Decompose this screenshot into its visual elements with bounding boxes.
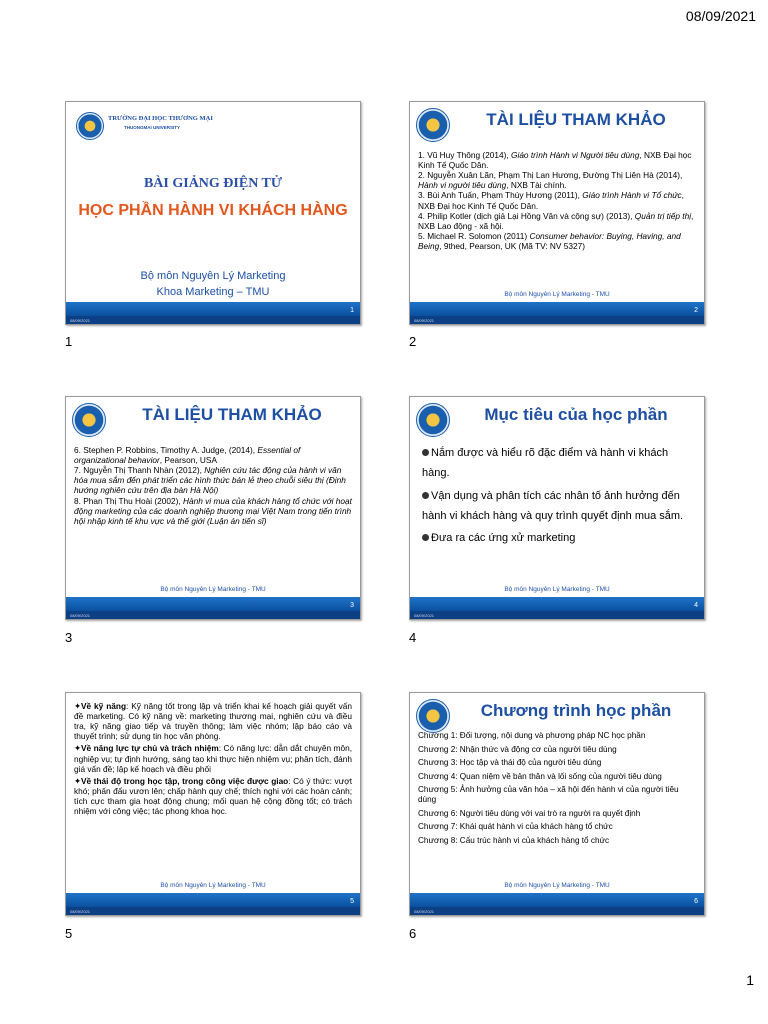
slide-bar xyxy=(410,597,704,611)
reference-item: 2. Nguyễn Xuân Lãn, Phạm Thị Lan Hương, Đường Thị Liên Hà (2014), Hành vi người tiêu dùng, NXB Tài chính. xyxy=(418,170,683,191)
slide-number: 2 xyxy=(694,307,698,314)
bullet-icon xyxy=(422,492,429,499)
slide-title: Chương trình học phần xyxy=(480,701,672,720)
slide-bar-bottom xyxy=(410,316,704,324)
list-item: Chương 2: Nhận thức và động cơ của người tiêu dùng xyxy=(418,744,617,754)
course-title: HỌC PHẦN HÀNH VI KHÁCH HÀNG xyxy=(78,202,348,219)
slide-date: 08/09/2021 xyxy=(70,909,91,914)
slide-title: TÀI LIỆU THAM KHẢO xyxy=(142,405,322,424)
list-item: ✦Về kỹ năng: Kỹ năng tốt trong lập và triển khai kế hoạch giải quyết vấn đề marketing. Có kỹ năng về: marketing thương mại, nghiên cứu và điều tra, kỹ năng giao tiếp và truyền thông; làm việc nhóm; lập báo cáo và thuyết trình; sử dụng tin học văn phòng. xyxy=(74,701,352,742)
lecture-title: BÀI GIẢNG ĐIỆN TỬ xyxy=(143,176,283,191)
reference-item: 4. Philip Kotler (dịch giả Lại Hồng Vân và cộng sự) (2013), Quản trị tiếp thị, NXB Lao động - xã hội. xyxy=(418,210,694,231)
slide-bar xyxy=(410,302,704,316)
slide-footer: Bộ môn Nguyên Lý Marketing - TMU xyxy=(160,882,266,889)
slide-bar xyxy=(66,893,360,907)
list-item: ✦Về năng lực tự chủ và trách nhiệm: Có năng lực: dẫn dắt chuyên môn, nghiệp vụ; tự định hướng, sáng tạo khi thực hiện nhiệm vụ; phân tích, đánh giá vấn đề; lập kế hoạch và điều phối xyxy=(74,743,352,774)
chapter-list xyxy=(418,731,696,849)
slide-bar-bottom xyxy=(410,611,704,619)
reference-item: 8. Phan Thị Thu Hoài (2002), Hành vi mua của khách hàng tổ chức với hoạt động marketing của các doanh nghiệp thương mại Việt Nam trong tiến trình hội nhập kinh tế khu vực và thế giới (Luận án tiến sĩ) xyxy=(74,495,352,526)
slide-6 xyxy=(409,692,705,916)
slide-bar-bottom xyxy=(66,611,360,619)
university-logo xyxy=(416,699,450,733)
slide-number: 1 xyxy=(350,307,354,314)
slide-2 xyxy=(409,101,705,325)
page-number: 1 xyxy=(746,972,754,988)
bullet-icon xyxy=(422,534,429,541)
university-name-en: THUONGMAI UNIVERSITY xyxy=(124,125,181,130)
slide-5 xyxy=(65,692,361,916)
reference-item: 5. Michael R. Solomon (2011) Consumer behavior: Buying, Having, and Being, 9thed, Pearson, UK (Mã TV: NV 5327) xyxy=(418,230,681,251)
list-item: Chương 7: Khái quát hành vi của khách hàng tổ chức xyxy=(418,822,613,831)
department: Bộ môn Nguyên Lý Marketing xyxy=(140,270,286,282)
header-date: 08/09/2021 xyxy=(685,8,756,24)
bullet-icon xyxy=(422,449,429,456)
university-logo xyxy=(416,403,450,437)
slide-label-2: 2 xyxy=(409,334,417,349)
slide-date: 08/09/2021 xyxy=(414,909,435,914)
list-item: Chương 5: Ảnh hưởng của văn hóa – xã hội đến hành vi của người tiêu dùng xyxy=(418,785,679,804)
list-item: Chương 1: Đối tượng, nội dung và phương pháp NC học phần xyxy=(418,731,646,740)
slide-footer: Bộ môn Nguyên Lý Marketing - TMU xyxy=(504,586,610,593)
university-logo xyxy=(72,403,106,437)
slide-number: 6 xyxy=(694,898,698,905)
slide-bar xyxy=(410,893,704,907)
slide-number: 5 xyxy=(350,898,354,905)
faculty: Khoa Marketing – TMU xyxy=(156,286,270,298)
slide-date: 08/09/2021 xyxy=(70,613,91,618)
slide-footer: Bộ môn Nguyên Lý Marketing - TMU xyxy=(160,586,266,593)
list-item: Đưa ra các ứng xử marketing xyxy=(422,528,696,548)
slide-bar xyxy=(66,597,360,611)
slide-title: Mục tiêu của học phần xyxy=(484,405,668,424)
list-item: ✦Về thái độ trong học tập, trong công việc được giao: Có ý thức: vượt khó; phấn đấu vươn lên; chấp hành quy chế; thích nghi với các hoàn cảnh; tích cực tham gia hoạt động chung; mối quan hệ cộng đồng tốt; có trách nhiệm với công việc; tác phong khoa học. xyxy=(74,775,353,817)
reference-list xyxy=(418,150,698,251)
slide-bar-bottom xyxy=(66,907,360,915)
slide-footer: Bộ môn Nguyên Lý Marketing - TMU xyxy=(504,882,610,889)
list-item: Chương 4: Quan niệm về bản thân và lối sống của người tiêu dùng xyxy=(418,771,662,781)
slide-date: 08/09/2021 xyxy=(70,318,91,323)
slide-label-3: 3 xyxy=(65,630,73,645)
slide-bar-bottom xyxy=(66,316,360,324)
slide-4 xyxy=(409,396,705,620)
slide-label-4: 4 xyxy=(409,630,417,645)
slide-label-6: 6 xyxy=(409,926,417,941)
slide-bar xyxy=(66,302,360,316)
university-logo xyxy=(76,112,104,140)
skills-list xyxy=(74,701,352,818)
list-item: Vận dụng và phân tích các nhân tố ảnh hưởng đến hành vi khách hàng và quy trình quyết định mua sắm. xyxy=(422,489,684,523)
slide-label-5: 5 xyxy=(65,926,73,941)
list-item: Chương 3: Học tập và thái độ của người tiêu dùng xyxy=(418,758,602,767)
slide-footer: Bộ môn Nguyên Lý Marketing - TMU xyxy=(504,291,610,298)
slide-date: 08/09/2021 xyxy=(414,613,435,618)
reference-list xyxy=(74,445,354,526)
reference-item: 7. Nguyễn Thị Thanh Nhàn (2012), Nghiên cứu tác động của hành vi văn hóa mua sắm đến phát triển các hình thức bán lẻ theo chuỗi siêu thị (Định hướng nghiên cứu trên địa bàn Hà Nội) xyxy=(74,465,346,496)
slide-title: TÀI LIỆU THAM KHẢO xyxy=(486,110,666,129)
slide-date: 08/09/2021 xyxy=(414,318,435,323)
slide-number: 4 xyxy=(694,602,698,609)
slide-1 xyxy=(65,101,361,325)
university-logo xyxy=(416,108,450,142)
objective-list xyxy=(422,443,696,551)
slide-label-1: 1 xyxy=(65,334,73,349)
reference-item: 1. Vũ Huy Thông (2014), Giáo trình Hành vi Người tiêu dùng, NXB Đại học Kinh Tế Quốc Dân. xyxy=(418,150,692,171)
reference-item: 3. Bùi Anh Tuấn, Phạm Thúy Hương (2011), Giáo trình Hành vi Tổ chức, NXB Đại học Kinh Tế Quốc Dân. xyxy=(418,190,684,211)
list-item: Chương 6: Người tiêu dùng với vai trò ra người ra quyết định xyxy=(418,808,641,818)
university-name-vn: TRƯỜNG ĐẠI HỌC THƯƠNG MẠI xyxy=(108,115,213,122)
slide-number: 3 xyxy=(350,602,354,609)
list-item: Nắm được và hiểu rõ đặc điểm và hành vi khách hàng. xyxy=(422,447,669,480)
slide-bar-bottom xyxy=(410,907,704,915)
reference-item: 6. Stephen P. Robbins, Timothy A. Judge, (2014), Essential of organizational behavior, Pearson, USA xyxy=(74,445,301,466)
slide-3 xyxy=(65,396,361,620)
list-item: Chương 8: Cấu trúc hành vi của khách hàng tổ chức xyxy=(418,835,610,845)
